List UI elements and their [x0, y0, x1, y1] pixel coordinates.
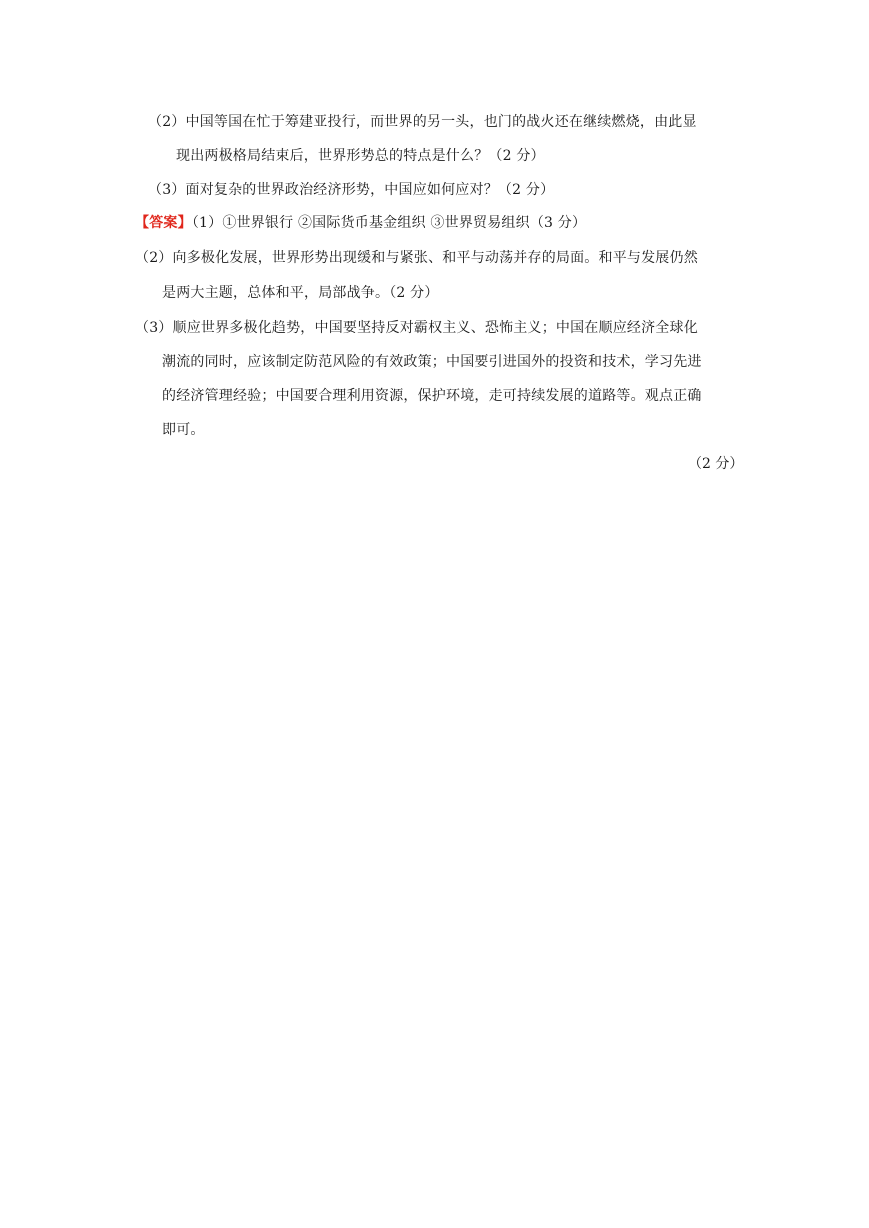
answer-3-line-3: 的经济管理经验；中国要合理利用资源，保护环境，走可持续发展的道路等。观点正确 — [162, 388, 702, 404]
answer-3-score: （2 分） — [688, 456, 744, 472]
answer-3-line-4: 即可。 — [162, 422, 205, 438]
question-2-line-2: 现出两极格局结束后，世界形势总的特点是什么？（2 分） — [176, 148, 545, 164]
answer-2-line-1: （2）向多极化发展，世界形势出现缓和与紧张、和平与动荡并存的局面。和平与发展仍然 — [135, 250, 698, 266]
question-3-line-1: （3）面对复杂的世界政治经济形势，中国应如何应对？（2 分） — [148, 182, 555, 198]
answer-3-line-1: （3）顺应世界多极化趋势，中国要坚持反对霸权主义、恐怖主义；中国在顺应经济全球化 — [135, 320, 698, 336]
answer-2-line-2: 是两大主题，总体和平，局部战争。（2 分） — [162, 285, 439, 301]
answer-tag: 【答案】 — [135, 215, 192, 231]
answer-3-line-2: 潮流的同时，应该制定防范风险的有效政策；中国要引进国外的投资和技术，学习先进 — [162, 354, 702, 370]
question-2-line-1: （2）中国等国在忙于筹建亚投行，而世界的另一头，也门的战火还在继续燃烧，由此显 — [148, 114, 697, 130]
answer-1-text: （1）①世界银行 ②国际货币基金组织 ③世界贸易组织（3 分） — [191, 215, 587, 231]
answer-1 — [135, 213, 586, 233]
